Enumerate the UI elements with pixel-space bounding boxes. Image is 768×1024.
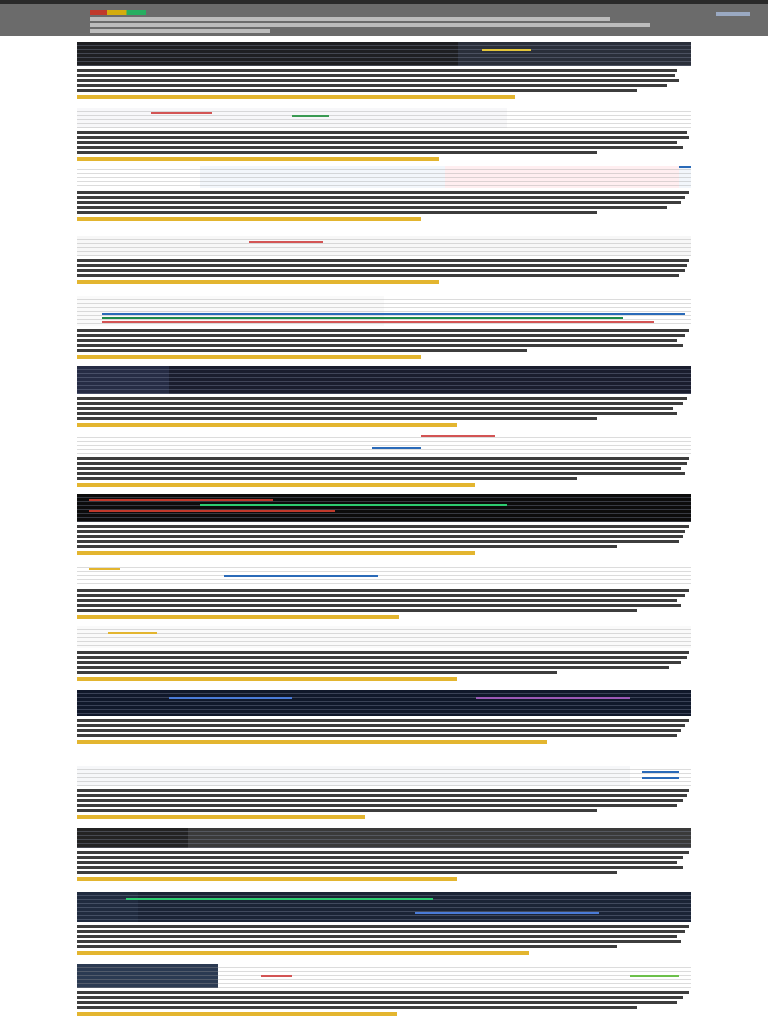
thumbnail-row [77, 781, 691, 782]
thumbnail-row [77, 381, 691, 382]
thumbnail-row [77, 389, 691, 390]
highlight-bar [77, 615, 399, 619]
thumbnail-row [77, 247, 691, 248]
thumbnail-row [77, 373, 691, 374]
thumbnail-row [77, 521, 691, 522]
thumbnail-row [77, 517, 691, 518]
caption-text [77, 719, 691, 739]
thumbnail-row [77, 303, 691, 304]
thumbnail-highlight [89, 510, 335, 512]
thumbnail-row [77, 319, 691, 320]
thumbnail-row [77, 575, 691, 576]
thumbnail-highlight [476, 697, 630, 699]
highlight-bar [77, 423, 457, 427]
caption-text [77, 991, 691, 1011]
caption-text [77, 789, 691, 814]
highlight-bar [77, 815, 365, 819]
caption-text [77, 191, 691, 216]
thumbnail-row [77, 919, 691, 920]
thumbnail-highlight [200, 504, 507, 506]
thumbnail-row [77, 393, 691, 394]
screenshot-thumbnail[interactable] [77, 892, 691, 922]
thumbnail-row [77, 123, 691, 124]
thumbnail-row [77, 251, 691, 252]
caption-text [77, 851, 691, 876]
caption-text [77, 329, 691, 354]
highlight-bar [77, 355, 421, 359]
thumbnail-highlight [169, 697, 292, 699]
thumbnail-highlight [102, 321, 655, 323]
caption-text [77, 131, 691, 156]
caption-text [77, 589, 691, 614]
thumbnail-highlight [102, 313, 685, 315]
thumbnail-row [77, 641, 691, 642]
thumbnail-row [77, 115, 691, 116]
screenshot-thumbnail[interactable] [77, 564, 691, 586]
thumbnail-highlight [372, 447, 421, 449]
thumbnail-row [77, 579, 691, 580]
thumbnail-row [77, 169, 691, 170]
thumbnail-row [77, 633, 691, 634]
thumbnail-row [77, 777, 691, 778]
thumbnail-row [77, 307, 691, 308]
thumbnail-row [77, 61, 691, 62]
thumbnail-row [77, 835, 691, 836]
thumbnail-row [77, 127, 691, 128]
screenshot-thumbnail[interactable] [77, 296, 691, 326]
thumbnail-row [77, 497, 691, 498]
thumbnail-highlight [126, 898, 433, 900]
screenshot-thumbnail[interactable] [77, 166, 691, 188]
thumbnail-row [77, 895, 691, 896]
caption-text [77, 525, 691, 550]
screenshot-thumbnail[interactable] [77, 964, 691, 988]
thumbnail-highlight [108, 632, 157, 634]
thumbnail-row [77, 645, 691, 646]
thumbnail-row [77, 181, 691, 182]
header-link[interactable] [716, 12, 750, 16]
thumbnail-highlight [642, 771, 679, 773]
thumbnail-row [77, 49, 691, 50]
thumbnail-row [77, 971, 691, 972]
thumbnail-row [77, 637, 691, 638]
thumbnail-row [77, 315, 691, 316]
thumbnail-highlight [630, 975, 679, 977]
thumbnail-row [77, 903, 691, 904]
thumbnail-row [77, 709, 691, 710]
thumbnail-row [77, 839, 691, 840]
highlight-bar [77, 677, 457, 681]
thumbnail-row [77, 785, 691, 786]
thumbnail-highlight [89, 568, 120, 570]
thumbnail-row [77, 693, 691, 694]
thumbnail-highlight [224, 575, 378, 577]
thumbnail-row [77, 385, 691, 386]
thumbnail-row [77, 57, 691, 58]
thumbnail-row [77, 299, 691, 300]
thumbnail-row [77, 173, 691, 174]
screenshot-thumbnail[interactable] [77, 236, 691, 256]
thumbnail-row [77, 441, 691, 442]
thumbnail-row [77, 773, 691, 774]
thumbnail-row [77, 567, 691, 568]
thumbnail-row [77, 713, 691, 714]
thumbnail-row [77, 453, 691, 454]
thumbnail-row [77, 185, 691, 186]
thumbnail-row [77, 369, 691, 370]
thumbnail-row [77, 571, 691, 572]
thumbnail-highlight [151, 112, 212, 114]
thumbnail-row [77, 915, 691, 916]
thumbnail-highlight [642, 777, 679, 779]
highlight-bar [77, 740, 547, 744]
thumbnail-row [77, 967, 691, 968]
site-logo-text[interactable] [90, 10, 146, 15]
thumbnail-row [77, 53, 691, 54]
thumbnail-row [77, 975, 691, 976]
thumbnail-row [77, 243, 691, 244]
thumbnail-row [77, 513, 691, 514]
highlight-bar [77, 1012, 397, 1016]
screenshot-thumbnail[interactable] [77, 366, 691, 394]
caption-text [77, 651, 691, 676]
thumbnail-row [77, 255, 691, 256]
screenshot-thumbnail[interactable] [77, 494, 691, 522]
thumbnail-highlight [261, 975, 292, 977]
thumbnail-row [77, 119, 691, 120]
thumbnail-row [77, 843, 691, 844]
thumbnail-row [77, 701, 691, 702]
highlight-bar [77, 951, 529, 955]
thumbnail-highlight [482, 49, 531, 51]
thumbnail-highlight [89, 499, 273, 501]
thumbnail-row [77, 177, 691, 178]
thumbnail-row [77, 831, 691, 832]
screenshot-thumbnail[interactable] [77, 108, 691, 128]
thumbnail-row [77, 983, 691, 984]
thumbnail-highlight [679, 166, 691, 168]
thumbnail-row [77, 65, 691, 66]
thumbnail-row [77, 769, 691, 770]
screenshot-thumbnail[interactable] [77, 42, 691, 66]
page-title [90, 16, 650, 34]
caption-text [77, 397, 691, 422]
thumbnail-row [77, 847, 691, 848]
screenshot-thumbnail[interactable] [77, 766, 691, 786]
thumbnail-row [77, 583, 691, 584]
screenshot-thumbnail[interactable] [77, 434, 691, 454]
highlight-bar [77, 95, 515, 99]
thumbnail-highlight [415, 912, 599, 914]
thumbnail-row [77, 979, 691, 980]
thumbnail-highlight [292, 115, 329, 117]
highlight-bar [77, 877, 457, 881]
highlight-bar [77, 217, 421, 221]
caption-text [77, 925, 691, 950]
thumbnail-highlight [421, 435, 495, 437]
thumbnail-highlight [249, 241, 323, 243]
highlight-bar [77, 280, 439, 284]
thumbnail-row [77, 377, 691, 378]
thumbnail-row [77, 907, 691, 908]
highlight-bar [77, 157, 439, 161]
caption-text [77, 457, 691, 482]
thumbnail-highlight [102, 317, 624, 319]
header-top-rule [0, 0, 768, 4]
thumbnail-row [77, 705, 691, 706]
screenshot-thumbnail[interactable] [77, 690, 691, 716]
screenshot-thumbnail[interactable] [77, 626, 691, 648]
thumbnail-row [77, 987, 691, 988]
thumbnail-row [77, 239, 691, 240]
highlight-bar [77, 551, 475, 555]
site-header [0, 0, 768, 36]
caption-text [77, 69, 691, 94]
thumbnail-row [77, 911, 691, 912]
thumbnail-row [77, 45, 691, 46]
thumbnail-row [77, 437, 691, 438]
caption-text [77, 259, 691, 279]
thumbnail-row [77, 629, 691, 630]
highlight-bar [77, 483, 475, 487]
screenshot-thumbnail[interactable] [77, 828, 691, 848]
thumbnail-row [77, 449, 691, 450]
